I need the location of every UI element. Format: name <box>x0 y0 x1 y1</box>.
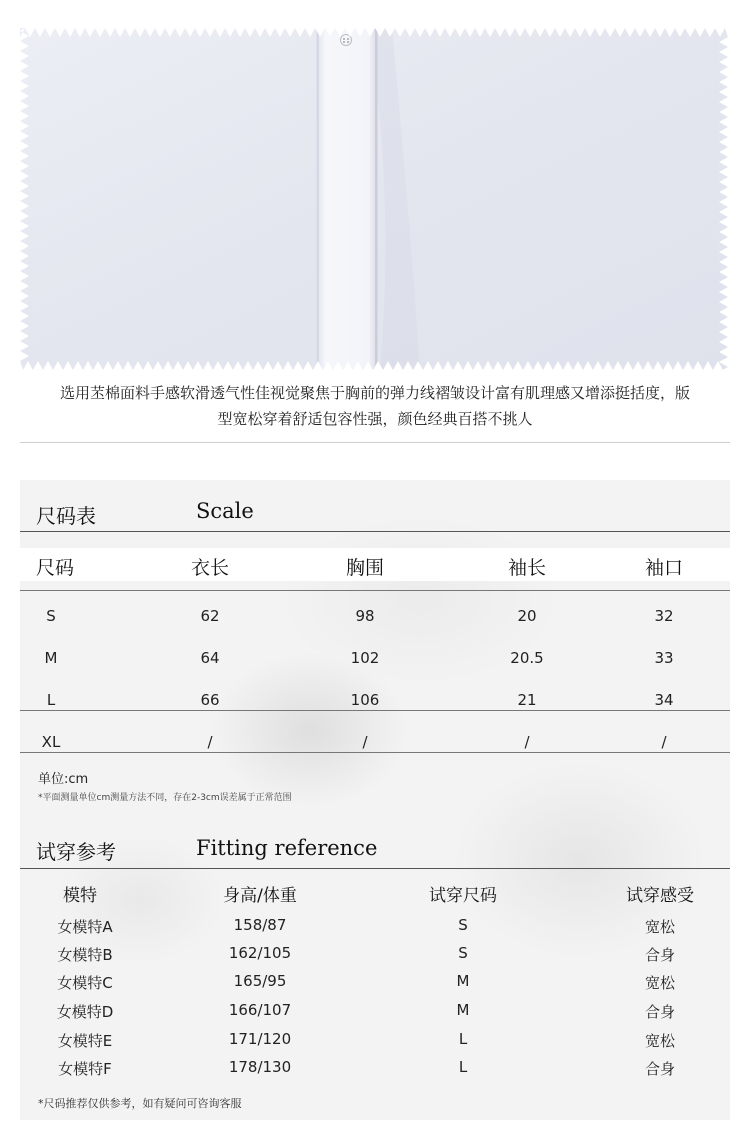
size-chart-top-rule <box>20 531 730 532</box>
fitting-header-model: 模特 <box>63 886 97 906</box>
shirt-button <box>341 35 352 46</box>
size-cell: 21 <box>517 691 537 709</box>
fitting-title: 试穿参考 <box>36 840 116 864</box>
size-chart-title-en: Scale <box>196 499 254 523</box>
fitting-cell: 158/87 <box>233 916 287 934</box>
fitting-top-rule <box>20 868 730 869</box>
fitting-cell: 女模特D <box>56 1003 114 1021</box>
size-cell: 62 <box>200 607 220 625</box>
size-header-length: 衣长 <box>190 557 229 579</box>
size-row-rule <box>20 590 730 591</box>
size-header-sleeve: 袖长 <box>507 557 546 579</box>
size-header-cuff: 袖口 <box>644 557 683 579</box>
size-cell: M <box>44 649 58 667</box>
fabric-swatch-svg <box>20 28 728 370</box>
size-row-rule <box>20 752 730 753</box>
fitting-cell: 合身 <box>644 1060 675 1078</box>
size-cell: / <box>524 733 530 751</box>
size-chart-card <box>20 480 730 1120</box>
size-cell: / <box>661 733 667 751</box>
shirt-placket <box>316 28 378 370</box>
fitting-cell: 女模特E <box>57 1032 113 1050</box>
fitting-cell: 合身 <box>644 1003 675 1021</box>
fitting-header-height-weight: 身高/体重 <box>223 886 297 906</box>
size-cell: 33 <box>654 649 674 667</box>
fitting-cell: M <box>456 972 470 990</box>
size-row-rule <box>20 710 730 711</box>
fitting-header-feel: 试穿感受 <box>626 886 694 906</box>
size-cell: / <box>362 733 368 751</box>
size-cell: 66 <box>200 691 220 709</box>
fitting-cell: 宽松 <box>644 1032 675 1050</box>
fitting-cell: L <box>458 1058 468 1076</box>
caption-line-2: 型宽松穿着舒适包容性强，颜色经典百搭不挑人 <box>217 410 533 428</box>
fitting-cell: 女模特F <box>58 1060 112 1078</box>
fabric-swatch-image <box>20 28 728 370</box>
fitting-cell: 165/95 <box>233 972 287 990</box>
fitting-cell: S <box>458 944 468 962</box>
fitting-cell: 合身 <box>644 946 675 964</box>
size-measure-note: *平面测量单位cm测量方法不同，存在2-3cm误差属于正常范围 <box>38 793 292 803</box>
fitting-cell: 女模特C <box>57 974 113 992</box>
fitting-cell: 166/107 <box>228 1001 292 1019</box>
size-cell: L <box>46 691 56 709</box>
size-cell: 102 <box>350 649 380 667</box>
caption-divider <box>20 442 730 443</box>
fitting-cell: 宽松 <box>644 918 675 936</box>
size-header-chest: 胸围 <box>345 557 384 579</box>
fitting-cell: 女模特B <box>57 946 113 964</box>
size-unit: 单位:cm <box>38 772 89 787</box>
size-cell: / <box>207 733 213 751</box>
size-cell: 20.5 <box>510 649 544 667</box>
size-cell: 20 <box>517 607 537 625</box>
size-cell: S <box>46 607 56 625</box>
fitting-cell: 女模特A <box>57 918 113 936</box>
fitting-cell: 162/105 <box>228 944 292 962</box>
fitting-cell: M <box>456 1001 470 1019</box>
fitting-title-en: Fitting reference <box>196 836 378 860</box>
size-cell: 64 <box>200 649 220 667</box>
size-header-size: 尺码 <box>35 557 74 579</box>
caption-line-1: 选用苤棉面料手感软滑透气性佳视觉聚焦于胸前的弹力线褶皱设计富有肌理感又增添挺括度，版 <box>59 384 690 402</box>
size-table-header <box>20 548 730 581</box>
size-cell: XL <box>41 733 61 751</box>
size-cell: 106 <box>350 691 380 709</box>
fitting-footnote: *尺码推荐仅供参考，如有疑问可咨询客服 <box>38 1097 242 1110</box>
fitting-cell: 178/130 <box>228 1058 292 1076</box>
size-cell: 98 <box>355 607 375 625</box>
fitting-cell: 宽松 <box>644 974 675 992</box>
fitting-cell: 171/120 <box>228 1030 292 1048</box>
fitting-cell: L <box>458 1030 468 1048</box>
size-cell: 32 <box>654 607 674 625</box>
fitting-cell: S <box>458 916 468 934</box>
size-cell: 34 <box>654 691 674 709</box>
size-chart-title: 尺码表 <box>36 504 96 528</box>
fitting-header-size: 试穿尺码 <box>429 886 497 906</box>
product-caption <box>20 380 730 432</box>
